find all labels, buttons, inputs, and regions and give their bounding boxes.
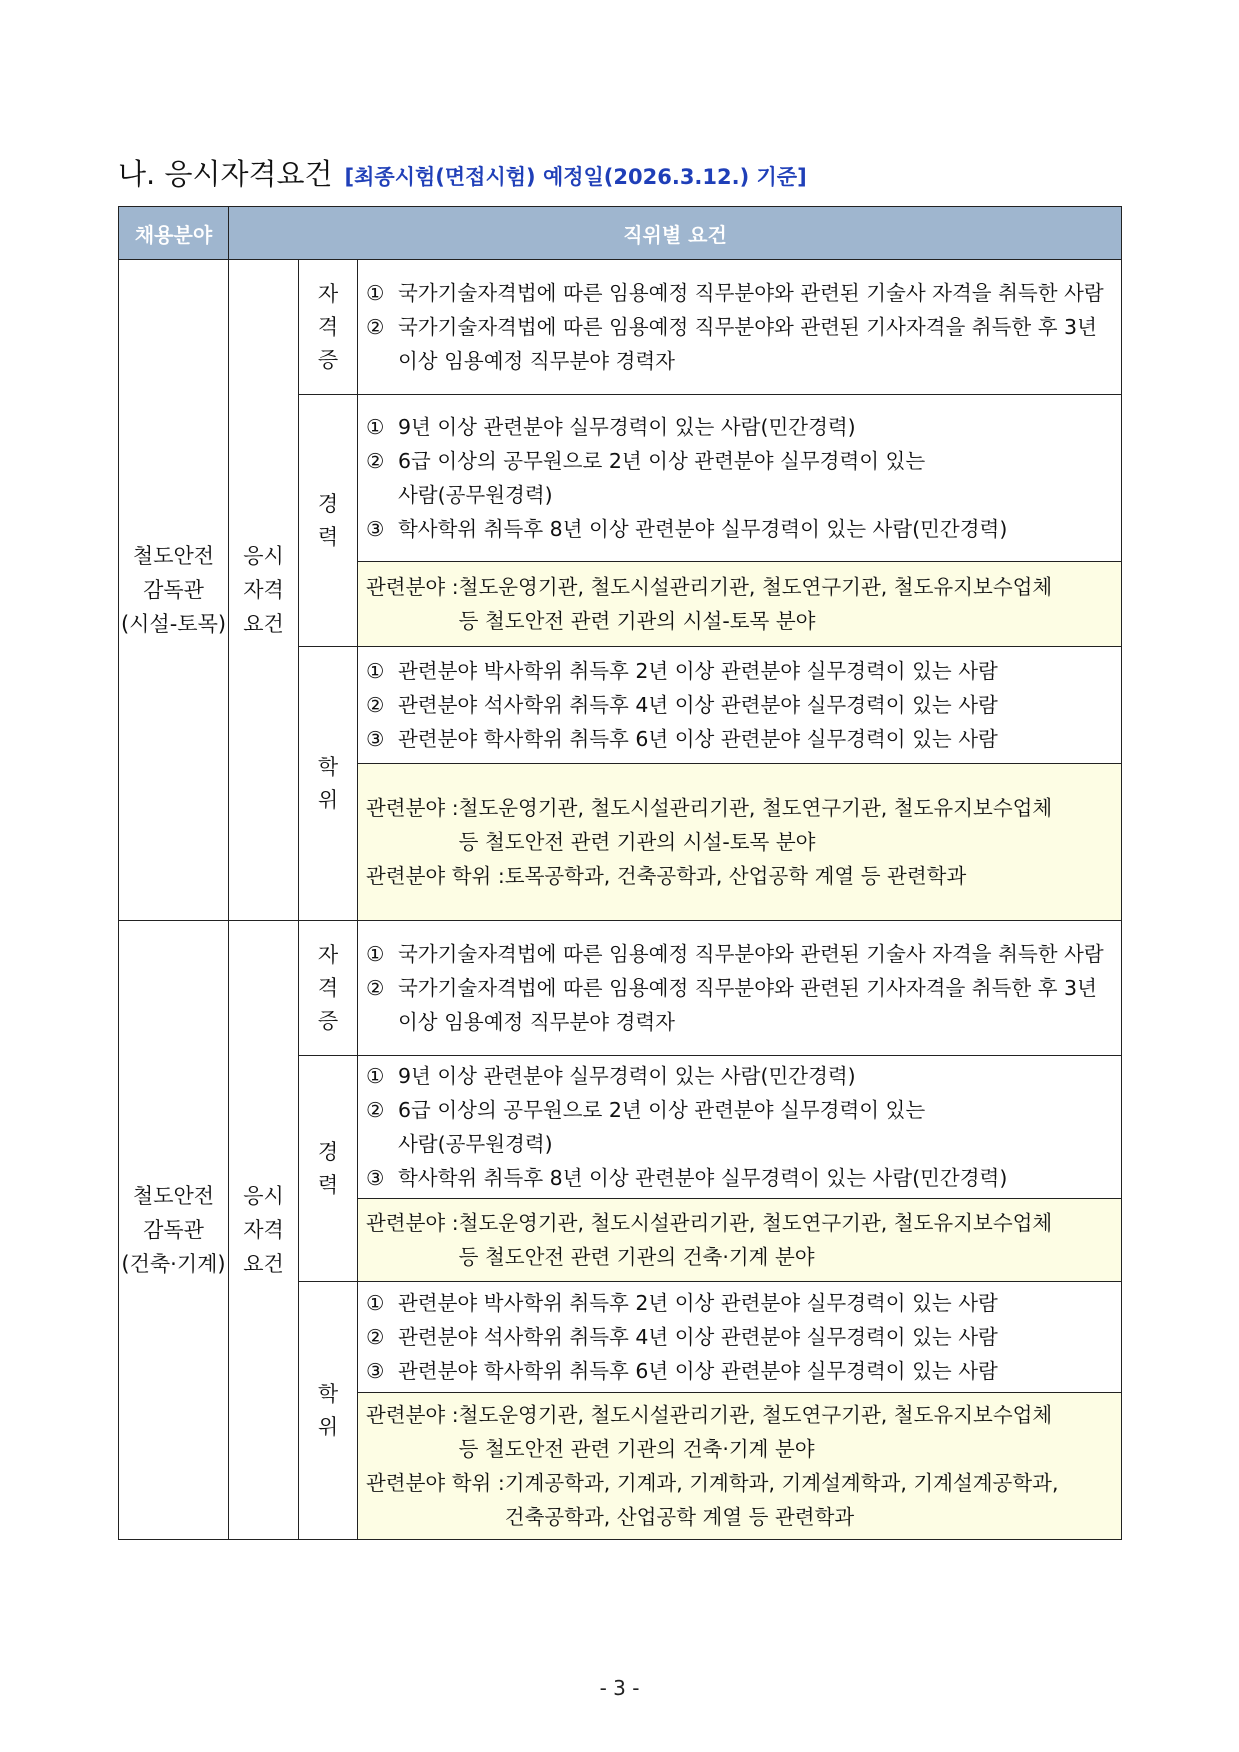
degree-related-field-note: 관련분야 : 철도운영기관, 철도시설관리기관, 철도연구기관, 철도유지보수업체 등 철도안전 관련 기관의 시설-토목 분야 관련분야 학위 : 토목공학과, 건축공학과, 산업공학 계열 등 관련학과 [358, 764, 1122, 921]
header-field: 채용분야 [119, 207, 229, 260]
license-items [358, 921, 1122, 1056]
table-header-row [119, 207, 1122, 260]
kind-cell: 응시 자격 요건 [229, 260, 299, 921]
table-row [119, 260, 1122, 395]
career-related-field-note: 관련분야 : 철도운영기관, 철도시설관리기관, 철도연구기관, 철도유지보수업체 등 철도안전 관련 기관의 시설-토목 분야 [358, 562, 1122, 647]
category-cell: 철도안전 감독관 (건축·기계) [119, 921, 229, 1540]
list-item: ③ 학사학위 취득후 8년 이상 관련분야 실무경력이 있는 사람(민간경력) [366, 1166, 1008, 1190]
list-item: ① 관련분야 박사학위 취득후 2년 이상 관련분야 실무경력이 있는 사람 [366, 1291, 998, 1315]
page-number: - 3 - [599, 1676, 640, 1700]
degree-label: 학 위 [299, 1282, 358, 1540]
list-item: ① 9년 이상 관련분야 실무경력이 있는 사람(민간경력) [366, 415, 856, 439]
list-item: ② 국가기술자격법에 따른 임용예정 직무분야와 관련된 기사자격을 취득한 후 3년 이상 임용예정 직무분야 경력자 [366, 976, 1097, 1034]
degree-related-field-note: 관련분야 : 철도운영기관, 철도시설관리기관, 철도연구기관, 철도유지보수업체 등 철도안전 관련 기관의 건축·기계 분야 관련분야 학위 : 기계공학과, 기계과, 기계학과, 기계설계학과, 기계설계공학과, 건축공학과, 산업공학 계열 등 관련학과 [358, 1393, 1122, 1540]
list-item: ① 관련분야 박사학위 취득후 2년 이상 관련분야 실무경력이 있는 사람 [366, 659, 998, 683]
list-item: ③ 관련분야 학사학위 취득후 6년 이상 관련분야 실무경력이 있는 사람 [366, 1359, 998, 1383]
degree-items [358, 647, 1122, 764]
list-item: ① 국가기술자격법에 따른 임용예정 직무분야와 관련된 기술사 자격을 취득한 사람 [366, 942, 1104, 966]
career-label: 경 력 [299, 395, 358, 647]
career-items [358, 1056, 1122, 1199]
heading-basis-date: [최종시험(면접시험) 예정일(2026.3.12.) 기준] [344, 165, 807, 189]
list-item: ① 국가기술자격법에 따른 임용예정 직무분야와 관련된 기술사 자격을 취득한 사람 [366, 281, 1104, 305]
list-item: ② 6급 이상의 공무원으로 2년 이상 관련분야 실무경력이 있는 사람(공무원경력) [366, 1098, 926, 1156]
list-item: ③ 관련분야 학사학위 취득후 6년 이상 관련분야 실무경력이 있는 사람 [366, 727, 998, 751]
license-items [358, 260, 1122, 395]
degree-label: 학 위 [299, 647, 358, 921]
requirements-table [118, 206, 1122, 1540]
heading-title: 나. 응시자격요건 [118, 157, 333, 191]
list-item: ② 관련분야 석사학위 취득후 4년 이상 관련분야 실무경력이 있는 사람 [366, 693, 998, 717]
header-requirements: 직위별 요건 [229, 207, 1122, 260]
category-cell: 철도안전 감독관 (시설-토목) [119, 260, 229, 921]
list-item: ② 6급 이상의 공무원으로 2년 이상 관련분야 실무경력이 있는 사람(공무원경력) [366, 449, 926, 507]
career-label: 경 력 [299, 1056, 358, 1282]
license-label: 자 격 증 [299, 921, 358, 1056]
degree-items [358, 1282, 1122, 1393]
list-item: ① 9년 이상 관련분야 실무경력이 있는 사람(민간경력) [366, 1064, 856, 1088]
list-item: ③ 학사학위 취득후 8년 이상 관련분야 실무경력이 있는 사람(민간경력) [366, 517, 1008, 541]
career-items [358, 395, 1122, 562]
section-heading [118, 152, 807, 193]
table-row [119, 921, 1122, 1056]
list-item: ② 국가기술자격법에 따른 임용예정 직무분야와 관련된 기사자격을 취득한 후 3년 이상 임용예정 직무분야 경력자 [366, 315, 1097, 373]
kind-cell: 응시 자격 요건 [229, 921, 299, 1540]
career-related-field-note: 관련분야 : 철도운영기관, 철도시설관리기관, 철도연구기관, 철도유지보수업체 등 철도안전 관련 기관의 건축·기계 분야 [358, 1199, 1122, 1282]
list-item: ② 관련분야 석사학위 취득후 4년 이상 관련분야 실무경력이 있는 사람 [366, 1325, 998, 1349]
license-label: 자 격 증 [299, 260, 358, 395]
